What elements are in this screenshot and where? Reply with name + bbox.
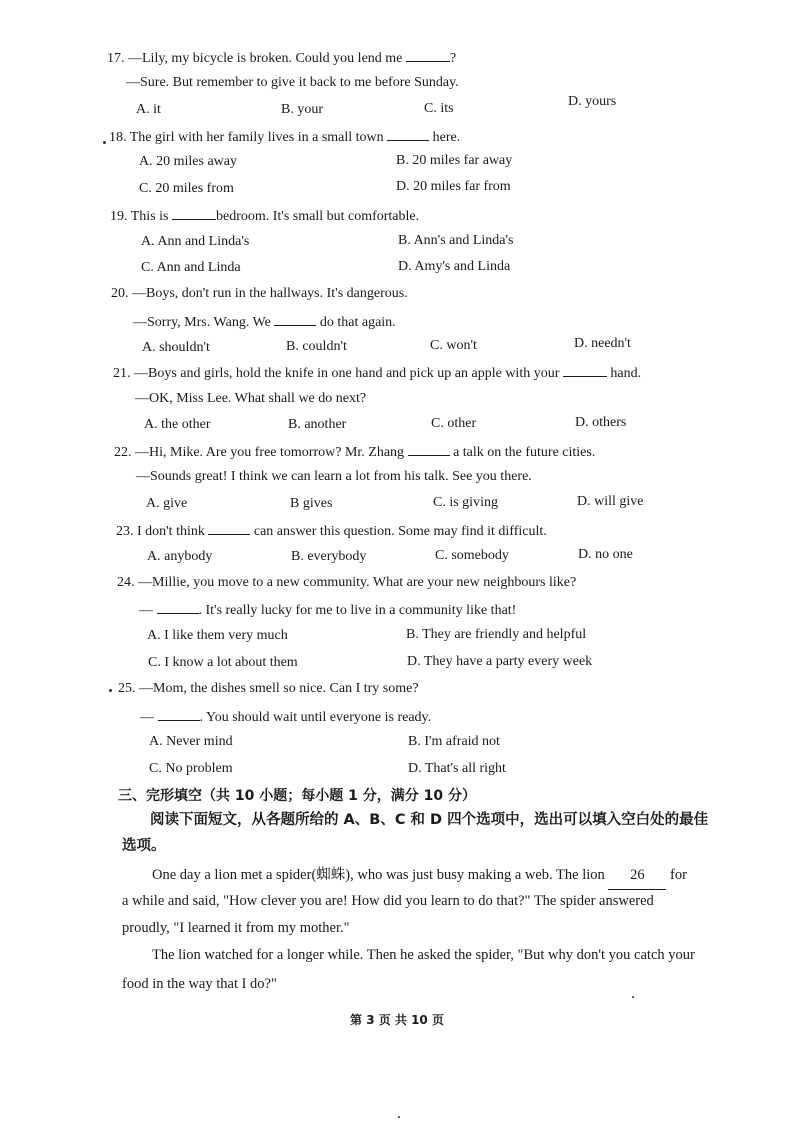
- question-text: —Hi, Mike. Are you free tomorrow? Mr. Zhang: [135, 445, 405, 460]
- question-text: —Mom, the dishes smell so nice. Can I try some?: [139, 681, 419, 696]
- question-text: a talk on the future cities.: [453, 445, 596, 460]
- answer-blank: [172, 205, 216, 220]
- option-b: B. Ann's and Linda's: [398, 233, 514, 248]
- option-d: D. others: [575, 415, 627, 430]
- option-a: A. it: [136, 102, 161, 117]
- question-number: 21.: [113, 366, 131, 381]
- option-d: D. They have a party every week: [407, 654, 593, 669]
- question-number: 22.: [114, 445, 132, 460]
- question-text: —Boys, don't run in the hallways. It's dangerous.: [132, 286, 408, 301]
- scan-dot: [109, 689, 112, 692]
- question-text: —Sorry, Mrs. Wang. We: [133, 315, 271, 330]
- passage-text: One day a lion met a spider(蜘蛛), who was just busy making a web. The lion: [152, 867, 605, 883]
- page-footer: 第 3 页 共 10 页: [350, 1013, 444, 1027]
- question-21-reply: —OK, Miss Lee. What shall we do next?: [135, 391, 367, 406]
- question-number: 19.: [110, 209, 128, 224]
- question-text: hand.: [610, 366, 642, 381]
- option-d: D. yours: [568, 94, 617, 109]
- question-23-stem: [116, 520, 716, 542]
- question-text: here.: [432, 130, 461, 145]
- answer-blank: [208, 520, 250, 535]
- option-a: A. the other: [144, 417, 211, 432]
- scan-dot: [632, 996, 634, 998]
- option-c: C. No problem: [149, 761, 233, 776]
- question-text: . You should wait until everyone is ready.: [199, 710, 432, 725]
- question-text: do that again.: [319, 315, 396, 330]
- option-d: D. needn't: [574, 336, 631, 351]
- question-24-stem: [117, 573, 717, 593]
- question-25-reply: [140, 706, 740, 728]
- answer-blank: [158, 706, 200, 721]
- question-17-stem: [107, 47, 707, 69]
- option-b: B. your: [281, 102, 323, 117]
- section-instruction-cont: 选项。: [122, 838, 166, 854]
- question-number: 24.: [117, 575, 135, 590]
- question-text: I don't think: [137, 524, 205, 539]
- scan-dot: [103, 141, 106, 144]
- option-b: B. couldn't: [286, 339, 347, 354]
- question-text: —Millie, you move to a new community. What are your new neighbours like?: [138, 575, 577, 590]
- passage-line: food in the way that I do?": [122, 976, 277, 992]
- option-c: C. its: [424, 101, 454, 116]
- question-text: . It's really lucky for me to live in a community like that!: [198, 603, 517, 618]
- answer-blank: [387, 126, 429, 141]
- passage-line: [152, 862, 712, 890]
- option-b: B. They are friendly and helpful: [406, 627, 587, 642]
- question-text: ?: [449, 51, 457, 66]
- answer-blank: [406, 47, 450, 62]
- option-b: B gives: [290, 496, 333, 511]
- option-d: D. Amy's and Linda: [398, 259, 511, 274]
- question-22-reply: —Sounds great! I think we can learn a lot from his talk. See you there.: [136, 469, 532, 484]
- question-number: 18.: [109, 130, 127, 145]
- option-d: D. will give: [577, 494, 644, 509]
- question-text: —Lily, my bicycle is broken. Could you lend me: [128, 51, 403, 66]
- passage-line: proudly, "I learned it from my mother.": [122, 920, 350, 936]
- option-c: C. won't: [430, 338, 477, 353]
- cloze-blank-26: 26: [608, 862, 666, 890]
- option-b: B. 20 miles far away: [396, 153, 513, 168]
- question-number: 23.: [116, 524, 134, 539]
- passage-line: a while and said, "How clever you are! How did you learn to do that?" The spider answered: [122, 893, 654, 909]
- section-instruction: 阅读下面短文，从各题所给的 A、B、C 和 D 四个选项中，选出可以填入空白处的最佳: [150, 812, 709, 828]
- option-d: D. That's all right: [408, 761, 506, 776]
- answer-blank: [563, 362, 607, 377]
- question-20-stem: [111, 284, 711, 304]
- question-number: 25.: [118, 681, 136, 696]
- question-19-stem: [110, 205, 710, 227]
- option-d: D. no one: [578, 547, 633, 562]
- option-c: C. is giving: [433, 495, 498, 510]
- answer-blank: [157, 599, 199, 614]
- option-a: A. Ann and Linda's: [141, 234, 250, 249]
- question-text: bedroom. It's small but comfortable.: [215, 209, 420, 224]
- question-text: The girl with her family lives in a small town: [129, 130, 384, 145]
- passage-text: for: [670, 867, 687, 883]
- question-text: can answer this question. Some may find it difficult.: [253, 524, 547, 539]
- question-text: —: [139, 603, 153, 618]
- option-a: A. 20 miles away: [139, 154, 237, 169]
- option-a: A. anybody: [147, 549, 213, 564]
- option-c: C. 20 miles from: [139, 181, 234, 196]
- option-c: C. other: [431, 416, 477, 431]
- section-title: 三、完形填空（共 10 小题；每小题 1 分，满分 10 分）: [118, 788, 476, 804]
- question-24-reply: [139, 599, 739, 621]
- question-21-stem: [113, 362, 713, 384]
- answer-blank: [408, 441, 450, 456]
- option-a: A. Never mind: [149, 734, 233, 749]
- option-d: D. 20 miles far from: [396, 179, 511, 194]
- question-17-reply: —Sure. But remember to give it back to me before Sunday.: [126, 75, 459, 90]
- question-20-reply: [133, 311, 733, 333]
- question-number: 20.: [111, 286, 129, 301]
- question-number: 17.: [107, 51, 125, 66]
- option-c: C. I know a lot about them: [148, 655, 298, 670]
- question-25-stem: [118, 679, 718, 699]
- passage-line: The lion watched for a longer while. Then he asked the spider, "But why don't you catch your: [152, 947, 695, 963]
- option-a: A. shouldn't: [142, 340, 210, 355]
- scan-dot: [398, 1116, 400, 1118]
- question-text: —Boys and girls, hold the knife in one hand and pick up an apple with your: [134, 366, 560, 381]
- option-b: B. another: [288, 417, 347, 432]
- option-b: B. I'm afraid not: [408, 734, 500, 749]
- question-22-stem: [114, 441, 714, 463]
- option-c: C. Ann and Linda: [141, 260, 241, 275]
- option-b: B. everybody: [291, 549, 367, 564]
- question-18-stem: [109, 126, 709, 148]
- option-c: C. somebody: [435, 548, 509, 563]
- option-a: A. I like them very much: [147, 628, 288, 643]
- question-text: This is: [130, 209, 169, 224]
- option-a: A. give: [146, 496, 188, 511]
- answer-blank: [274, 311, 316, 326]
- question-text: —: [140, 710, 154, 725]
